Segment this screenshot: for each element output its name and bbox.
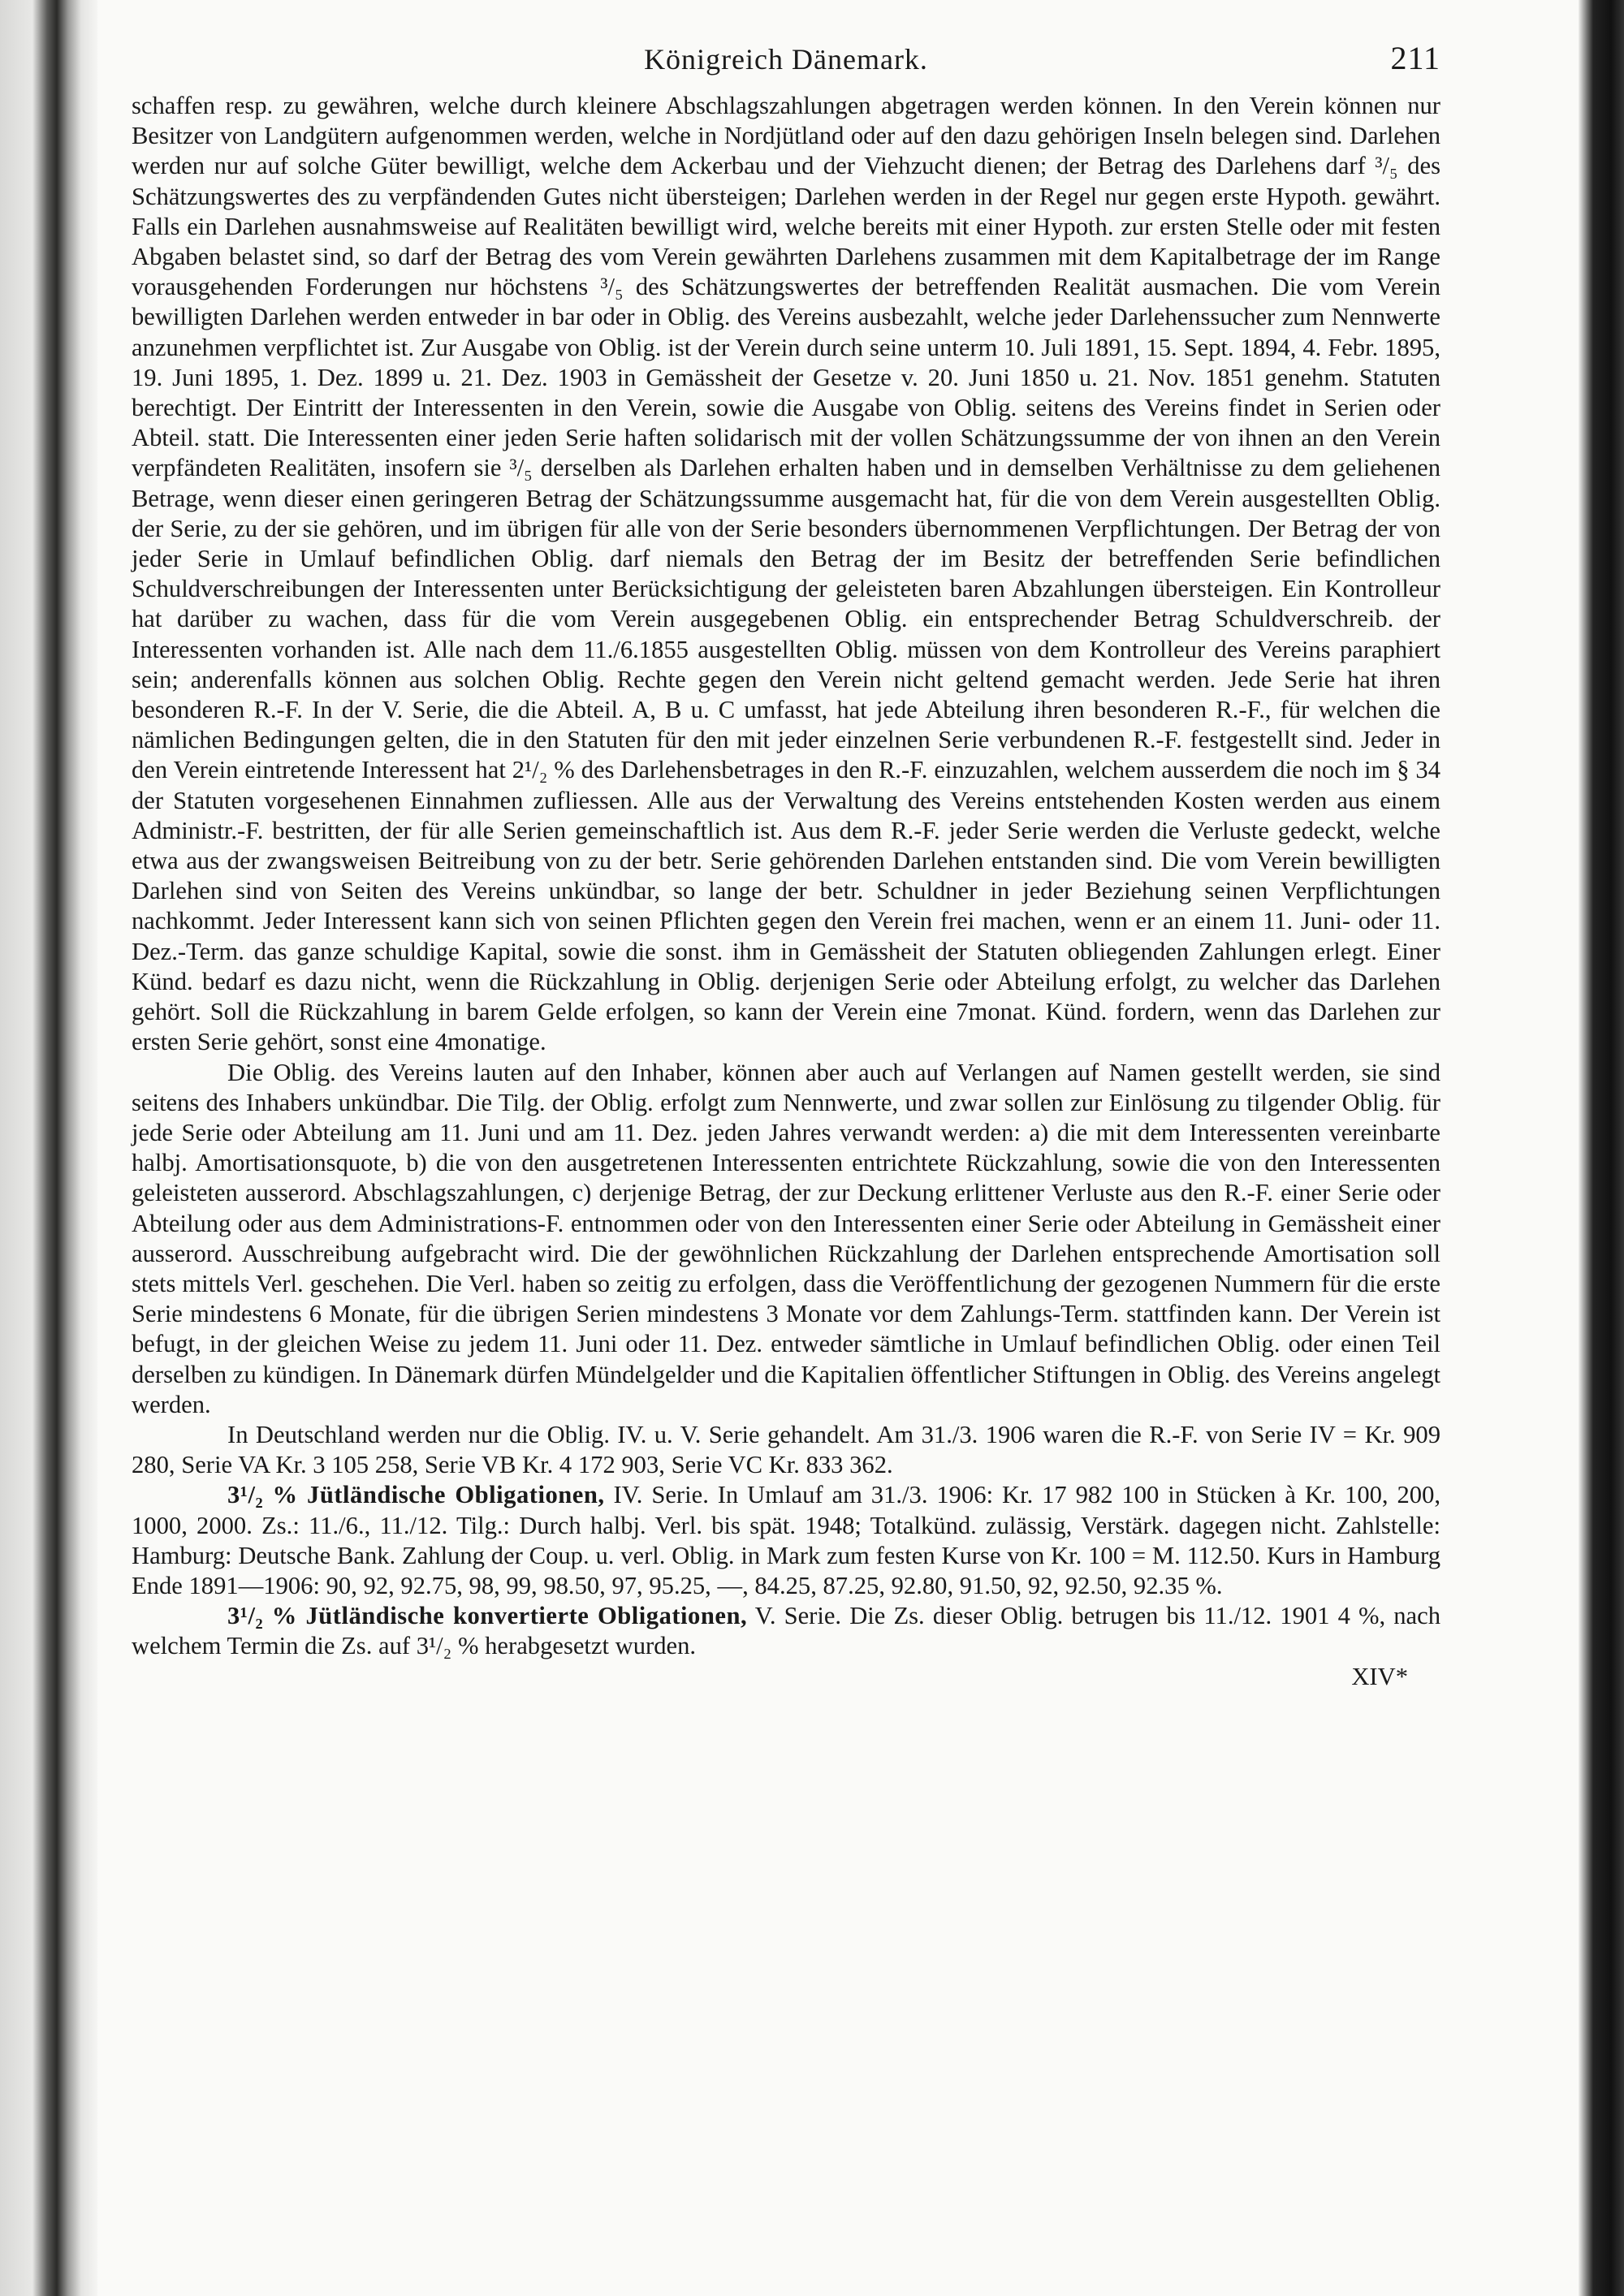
paragraph-obligations: Die Oblig. des Vereins lauten auf den Inhaber, können aber auch auf Verlangen auf Namen gestellt werden, sie sind seitens des Inhabers unkündbar. Die Tilg. der Oblig. erfolgt zum Nennwerte, und zwar sollen zur Einlösung zu tilgender Oblig. für jede Serie oder Abteilung am 11. Juni und am 11. Dez. jeden Jahres verwandt werden: a) die mit dem Interessenten vereinbarte halbj. Amortisationsquote, b) die von den ausgetretenen Interessenten entrichtete Rückzahlung, sowie die von den Interessenten geleisteten ausserord. Abschlagszahlungen, c) derjenige Betrag, der zur Deckung erlittener Verluste aus den R.-F. einer Serie oder Abteilung oder aus dem Administrations-F. entnommen oder von den Interessenten einer Serie oder Abteilung in Gemässheit einer ausserord. Ausschreibung aufgebracht wird. Die der gewöhnlichen Rückzahlung der Darlehen entsprechende Amortisation soll stets mittels Verl. geschehen. Die Verl. haben so zeitig zu erfolgen, dass die Veröffentlichung der gezogenen Nummern für die erste Serie mindestens 6 Monate, für die übrigen Serien mindestens 3 Monate vor dem Zahlungs-Term. stattfinden kann. Der Verein ist befugt, in der gleichen Weise zu jedem 11. Juni oder 11. Dez. entweder sämtliche in Umlauf befindlichen Oblig. oder einen Teil derselben zu kündigen. In Dänemark dürfen Mündelgelder und die Kapitalien öffentlicher Stiftungen in Oblig. des Vereins angelegt werden. xyxy=(132,1058,1440,1418)
page-header xyxy=(132,32,1440,91)
series-iv-heading: 3¹/₂ % Jütländische Obligationen, xyxy=(227,1481,605,1509)
scan-left-edge xyxy=(0,0,97,2296)
running-title: Königreich Dänemark. xyxy=(644,43,928,76)
page-number: 211 xyxy=(1390,40,1440,76)
page xyxy=(132,32,1440,1692)
scan-right-edge xyxy=(1579,0,1624,2296)
series-v-text: V. Serie. Die Zs. dieser Oblig. betrugen bis 11./12. 1901 4 %, nach welchem Termin die Zs. auf 3¹/₂ % herabgesetzt wurden. xyxy=(132,1602,1440,1660)
paragraph-series-v xyxy=(132,1601,1440,1661)
paragraph-association-rules: schaffen resp. zu gewähren, welche durch kleinere Abschlagszahlungen abgetragen werden können. In den Verein können nur Besitzer von Landgütern aufgenommen werden, welche in Nordjütland oder auf den dazu gehörigen Inseln belegen sind. Darlehen werden nur auf solche Güter bewilligt, welche dem Ackerbau und der Viehzucht dienen; der Betrag des Darlehens darf ³/₅ des Schätzungswertes des zu verpfändenden Gutes nicht übersteigen; Darlehen werden in der Regel nur gegen erste Hypoth. gewährt. Falls ein Darlehen ausnahmsweise auf Realitäten bewilligt wird, welche bereits mit einer Hypoth. zur ersten Stelle oder mit festen Abgaben belastet sind, so darf der Betrag des vom Verein gewährten Darlehens zusammen mit dem Kapitalbetrage der im Range vorausgehenden Forderungen nur höchstens ³/₅ des Schätzungswertes der betreffenden Realität ausmachen. Die vom Verein bewilligten Darlehen werden entweder in bar oder in Oblig. des Vereins ausbezahlt, welche jeder Darlehenssucher zum Nennwerte anzunehmen verpflichtet ist. Zur Ausgabe von Oblig. ist der Verein durch seine unterm 10. Juli 1891, 15. Sept. 1894, 4. Febr. 1895, 19. Juni 1895, 1. Dez. 1899 u. 21. Dez. 1903 in Gemässheit der Gesetze v. 20. Juni 1850 u. 21. Nov. 1851 genehm. Statuten berechtigt. Der Eintritt der Interessenten in den Verein, sowie die Ausgabe von Oblig. seitens des Vereins findet in Serien oder Abteil. statt. Die Interessenten einer jeden Serie haften solidarisch mit der vollen Schätzungssumme der von ihnen an den Verein verpfändeten Realitäten, insofern sie ³/₅ derselben als Darlehen erhalten haben und in demselben Verhältnisse zu dem geliehenen Betrage, wenn dieser einen geringeren Betrag der Schätzungssumme ausgemacht hat, für die von dem Verein ausgestellten Oblig. der Serie, zu der sie gehören, und im übrigen für alle von der Serie besonders übernommenen Verpflichtungen. Der Betrag der von jeder Serie in Umlauf befindlichen Oblig. darf niemals den Betrag der im Besitz der betreffenden Serie befindlichen Schuldverschreibungen der Interessenten unter Berücksichtigung der geleisteten baren Abzahlungen übersteigen. Ein Kontrolleur hat darüber zu wachen, dass für die vom Verein ausgegebenen Oblig. ein entsprechender Betrag Schuldverschreib. der Interessenten vorhanden ist. Alle nach dem 11./6.1855 ausgestellten Oblig. müssen von dem Kontrolleur des Vereins paraphiert sein; anderenfalls können aus solchen Oblig. Rechte gegen den Verein nicht geltend gemacht werden. Jede Serie hat ihren besonderen R.-F. In der V. Serie, die die Abteil. A, B u. C umfasst, hat jede Abteilung ihren besonderen R.-F., für welchen die nämlichen Bedingungen gelten, die in den Statuten für den mit jeder einzelnen Serie verbundenen R.-F. festgestellt sind. Jeder in den Verein eintretende Interessent hat 2¹/₂ % des Darlehensbetrages in den R.-F. einzuzahlen, welchem ausserdem die noch im § 34 der Statuten vorgesehenen Einnahmen zufliessen. Alle aus der Verwaltung des Vereins entstehenden Kosten werden aus einem Administr.-F. bestritten, der für alle Serien gemeinschaftlich ist. Aus dem R.-F. jeder Serie werden die Verluste gedeckt, welche etwa aus der zwangsweisen Beitreibung von zu der betr. Serie gehörenden Darlehen entstanden sind. Die vom Verein bewilligten Darlehen sind von Seiten des Vereins unkündbar, so lange der betr. Schuldner in jeder Beziehung seinen Verpflichtungen nachkommt. Jeder Interessent kann sich von seinen Pflichten gegen den Verein frei machen, wenn er an einem 11. Juni- oder 11. Dez.-Term. das ganze schuldige Kapital, sowie die sonst. ihm in Gemässheit der Statuten obliegenden Zahlungen erlegt. Einer Künd. bedarf es dazu nicht, wenn die Rückzahlung in Oblig. derjenigen Serie oder Abteilung erfolgt, zu welcher das Darlehen gehört. Soll die Rückzahlung in barem Gelde erfolgen, so kann der Verein eine 7monat. Künd. fordern, wenn das Darlehen zur ersten Serie gehört, sonst eine 4monatige. xyxy=(132,92,1440,1056)
series-v-heading: 3¹/₂ % Jütländische konvertierte Obligationen, xyxy=(227,1602,748,1630)
body-text xyxy=(132,91,1440,1662)
signature-mark: XIV* xyxy=(1351,1662,1408,1690)
paragraph-germany-trading: In Deutschland werden nur die Oblig. IV. u. V. Serie gehandelt. Am 31./3. 1906 waren die R.-F. von Serie IV = Kr. 909 280, Serie VA Kr. 3 105 258, Serie VB Kr. 4 172 903, Serie VC Kr. 833 362. xyxy=(132,1420,1440,1479)
paragraph-series-iv xyxy=(132,1480,1440,1601)
series-iv-text: IV. Serie. In Umlauf am 31./3. 1906: Kr. 17 982 100 in Stücken à Kr. 100, 200, 1000, 2000. Zs.: 11./6., 11./12. Tilg.: Durch halbj. Verl. bis spät. 1948; Totalkünd. zulässig, Verstärk. dagegen nicht. Zahlstelle: Hamburg: Deutsche Bank. Zahlung der Coup. u. verl. Oblig. in Mark zum festen Kurse von Kr. 100 = M. 112.50. Kurs in Hamburg Ende 1891—1906: 90, 92, 92.75, 98, 99, 98.50, 97, 95.25, —, 84.25, 87.25, 92.80, 91.50, 92, 92.50, 92.35 %. xyxy=(132,1481,1441,1599)
